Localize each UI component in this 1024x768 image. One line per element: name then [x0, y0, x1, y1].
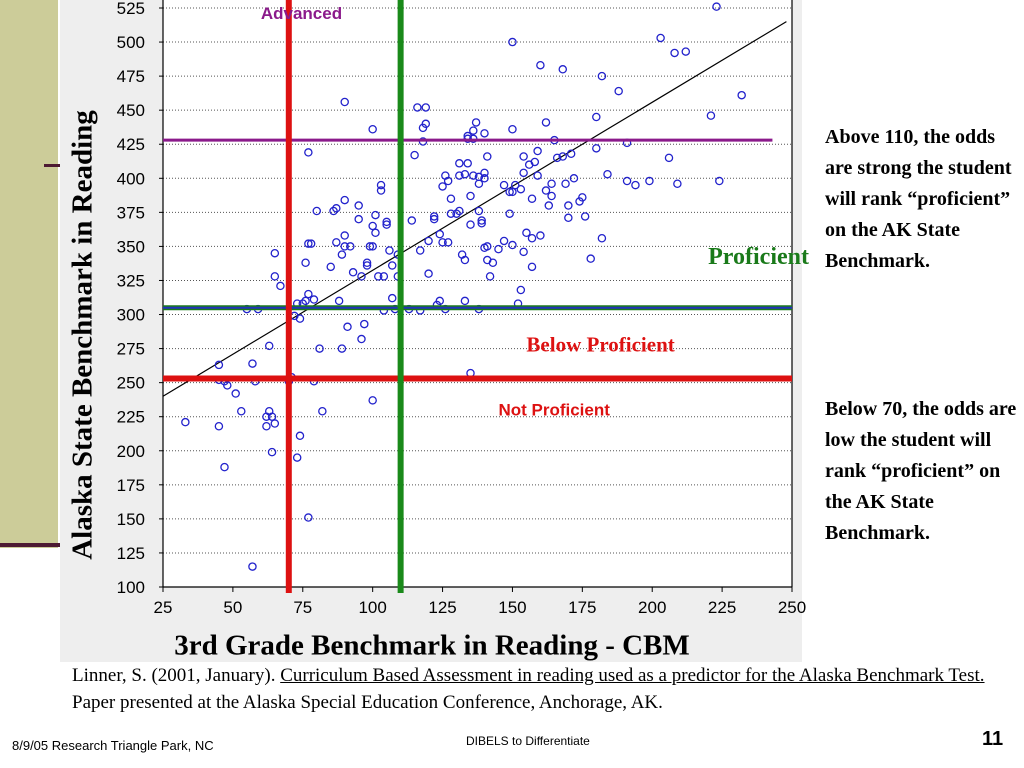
grid-lines	[163, 0, 792, 587]
x-tick-label: 150	[498, 598, 527, 617]
region-label: Proficient	[708, 244, 809, 271]
y-tick-label: 375	[116, 203, 145, 223]
x-tick-label: 25	[153, 598, 173, 617]
x-tick-label: 125	[428, 598, 457, 617]
region-label: Not Proficient	[498, 400, 610, 420]
y-tick-label: 450	[116, 101, 145, 121]
x-tick-label: 50	[223, 598, 243, 617]
x-tick-label: 175	[568, 598, 597, 617]
y-tick-label: 475	[116, 67, 145, 87]
citation-title: Curriculum Based Assessment in reading used as a predictor for the Alaska Benchmark Test.	[280, 665, 985, 686]
y-tick-label: 125	[116, 543, 145, 563]
region-label: Advanced	[260, 3, 343, 23]
y-tick-label: 300	[116, 305, 145, 325]
y-tick-label: 500	[116, 33, 145, 53]
y-tick-label: 525	[116, 0, 145, 18]
citation-author: Linner, S. (2001, January).	[72, 665, 281, 686]
y-tick-label: 350	[116, 237, 145, 257]
footer-title: DIBELS to Differentiate	[466, 734, 590, 748]
y-tick-label: 100	[116, 578, 145, 597]
y-tick-label: 250	[116, 373, 145, 393]
y-tick-label: 275	[116, 339, 145, 359]
plot-area	[163, 0, 792, 587]
note-below-70: Below 70, the odds are low the student will rank “proficient” on the AK State Benchmark.	[825, 398, 1017, 544]
y-tick-label: 325	[116, 271, 145, 291]
footer-date-location: 8/9/05 Research Triangle Park, NC	[12, 738, 214, 753]
note-above-110: Above 110, the odds are strong the student will rank “proficient” on the AK State Benchmark.	[825, 126, 1012, 272]
x-axis-label: 3rd Grade Benchmark in Reading - CBM	[174, 629, 690, 662]
y-tick-label: 150	[116, 509, 145, 529]
x-tick-label: 200	[638, 598, 667, 617]
y-tick-label: 200	[116, 441, 145, 461]
y-axis-label: Alaska State Benchmark in Reading	[66, 110, 99, 560]
citation	[72, 662, 992, 716]
slide-number: 11	[982, 728, 1004, 750]
y-tick-label: 175	[116, 475, 145, 495]
x-tick-label: 100	[358, 598, 387, 617]
x-tick-label: 225	[707, 598, 737, 617]
x-tick-label: 250	[777, 598, 807, 617]
y-tick-label: 225	[116, 407, 145, 427]
y-tick-label: 400	[116, 169, 145, 189]
y-tick-label: 425	[116, 135, 145, 155]
region-label: Below Proficient	[526, 332, 675, 357]
x-tick-label: 75	[293, 598, 313, 617]
citation-venue: Paper presented at the Alaska Special Education Conference, Anchorage, AK.	[72, 692, 663, 713]
